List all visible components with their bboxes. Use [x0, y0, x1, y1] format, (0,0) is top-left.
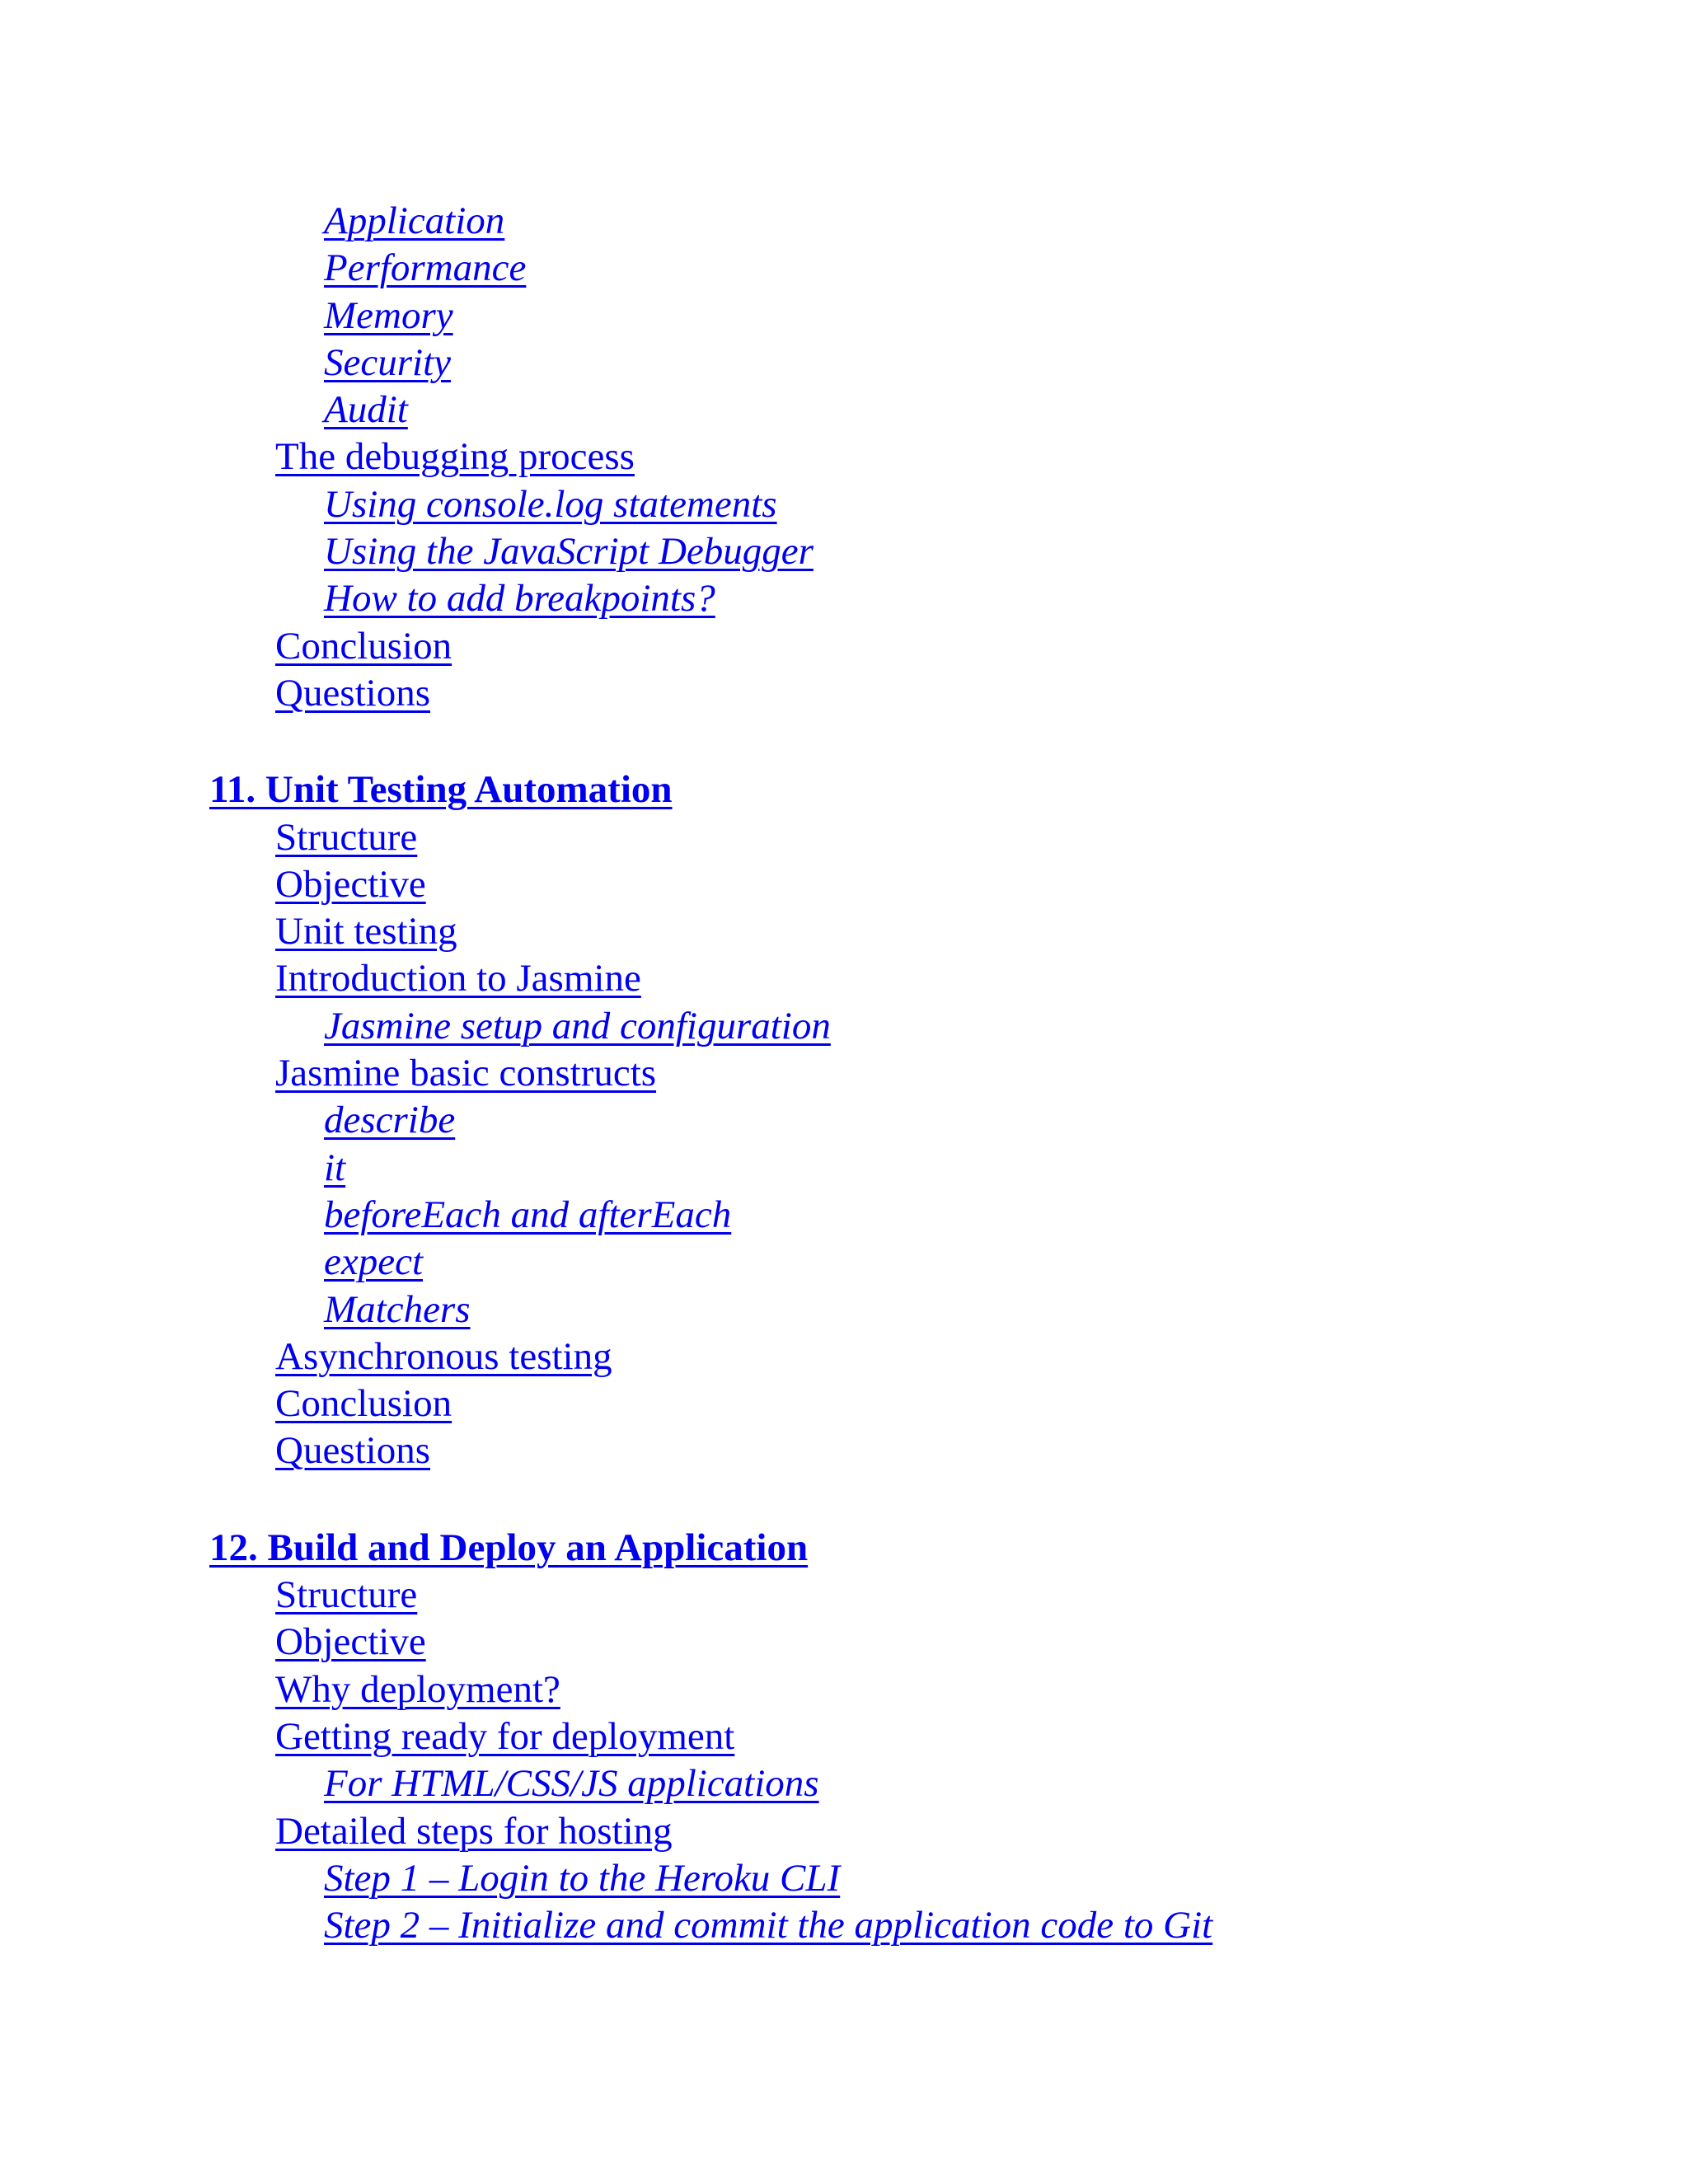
- toc-subsection-link[interactable]: Audit: [324, 388, 408, 432]
- toc-section-row: [0, 670, 1688, 717]
- toc-section-link[interactable]: Conclusion: [275, 1382, 452, 1426]
- section-spacer: [0, 1475, 1688, 1525]
- toc-chapter-row: [0, 766, 1688, 813]
- toc-section-row: [0, 814, 1688, 861]
- toc-section-link[interactable]: Asynchronous testing: [275, 1334, 612, 1378]
- toc-subsection-link[interactable]: Memory: [324, 293, 453, 337]
- toc-subsection-link[interactable]: Using console.log statements: [324, 482, 777, 526]
- toc-section-row: [0, 1619, 1688, 1666]
- toc-section-link[interactable]: Jasmine basic constructs: [275, 1052, 657, 1095]
- toc-section-row: [0, 1333, 1688, 1380]
- toc-section-row: [0, 434, 1688, 480]
- toc-subsection-row: [0, 1760, 1688, 1807]
- toc-section-link[interactable]: Objective: [275, 862, 426, 906]
- toc-chapter-row: [0, 1525, 1688, 1572]
- toc-subsection-row: [0, 1145, 1688, 1192]
- toc-section-link[interactable]: The debugging process: [275, 435, 635, 479]
- toc-subsection-link[interactable]: How to add breakpoints?: [324, 577, 715, 621]
- toc-section-link[interactable]: Getting ready for deployment: [275, 1714, 735, 1758]
- toc-subsection-link[interactable]: For HTML/CSS/JS applications: [324, 1762, 819, 1806]
- section-spacer: [0, 717, 1688, 766]
- toc-chapter-link[interactable]: 11. Unit Testing Automation: [209, 768, 673, 812]
- toc-section-link[interactable]: Questions: [275, 1429, 430, 1473]
- toc-section-row: [0, 955, 1688, 1002]
- toc-subsection-row: [0, 198, 1688, 245]
- toc-subsection-link[interactable]: Performance: [324, 246, 527, 290]
- toc-subsection-row: [0, 340, 1688, 387]
- toc-subsection-row: [0, 575, 1688, 622]
- toc-section-row: [0, 908, 1688, 955]
- toc-section-row: [0, 1427, 1688, 1474]
- toc-subsection-link[interactable]: Step 2 – Initialize and commit the application code to Git: [324, 1904, 1213, 1947]
- toc-subsection-row: [0, 1192, 1688, 1239]
- toc-subsection-link[interactable]: Security: [324, 340, 451, 384]
- toc-chapter-link[interactable]: 12. Build and Deploy an Application: [209, 1526, 809, 1569]
- toc-section-link[interactable]: Introduction to Jasmine: [275, 957, 641, 1001]
- toc-subsection-link[interactable]: Step 1 – Login to the Heroku CLI: [324, 1856, 841, 1900]
- toc-section-link[interactable]: Objective: [275, 1620, 426, 1664]
- toc-section-row: [0, 1713, 1688, 1760]
- toc-section-link[interactable]: Questions: [275, 671, 430, 715]
- toc-subsection-link[interactable]: describe: [324, 1099, 456, 1142]
- toc-section-link[interactable]: Detailed steps for hosting: [275, 1809, 673, 1853]
- toc-subsection-link[interactable]: it: [324, 1146, 346, 1189]
- toc-subsection-link[interactable]: Jasmine setup and configuration: [324, 1004, 831, 1047]
- toc-section-row: [0, 861, 1688, 908]
- toc-subsection-link[interactable]: Application: [324, 199, 505, 242]
- toc-section-row: [0, 623, 1688, 670]
- toc-subsection-row: [0, 1286, 1688, 1333]
- toc-subsection-row: [0, 1902, 1688, 1949]
- toc-section-link[interactable]: Structure: [275, 815, 418, 859]
- table-of-contents: [0, 198, 1688, 1949]
- toc-subsection-row: [0, 387, 1688, 434]
- toc-section-link[interactable]: Conclusion: [275, 624, 452, 668]
- toc-subsection-row: [0, 245, 1688, 292]
- toc-section-row: [0, 1666, 1688, 1713]
- toc-section-row: [0, 1050, 1688, 1097]
- toc-subsection-row: [0, 1003, 1688, 1050]
- toc-section-link[interactable]: Unit testing: [275, 910, 457, 954]
- toc-subsection-row: [0, 1097, 1688, 1144]
- toc-section-link[interactable]: Structure: [275, 1573, 418, 1617]
- toc-subsection-row: [0, 481, 1688, 528]
- toc-subsection-link[interactable]: expect: [324, 1240, 424, 1284]
- toc-subsection-row: [0, 528, 1688, 575]
- toc-section-row: [0, 1808, 1688, 1855]
- toc-section-row: [0, 1380, 1688, 1427]
- toc-subsection-link[interactable]: Using the JavaScript Debugger: [324, 530, 814, 574]
- toc-subsection-link[interactable]: beforeEach and afterEach: [324, 1193, 732, 1236]
- toc-section-row: [0, 1572, 1688, 1619]
- toc-subsection-row: [0, 1239, 1688, 1286]
- toc-subsection-row: [0, 1855, 1688, 1902]
- toc-section-link[interactable]: Why deployment?: [275, 1667, 560, 1711]
- toc-subsection-link[interactable]: Matchers: [324, 1287, 471, 1331]
- toc-subsection-row: [0, 293, 1688, 340]
